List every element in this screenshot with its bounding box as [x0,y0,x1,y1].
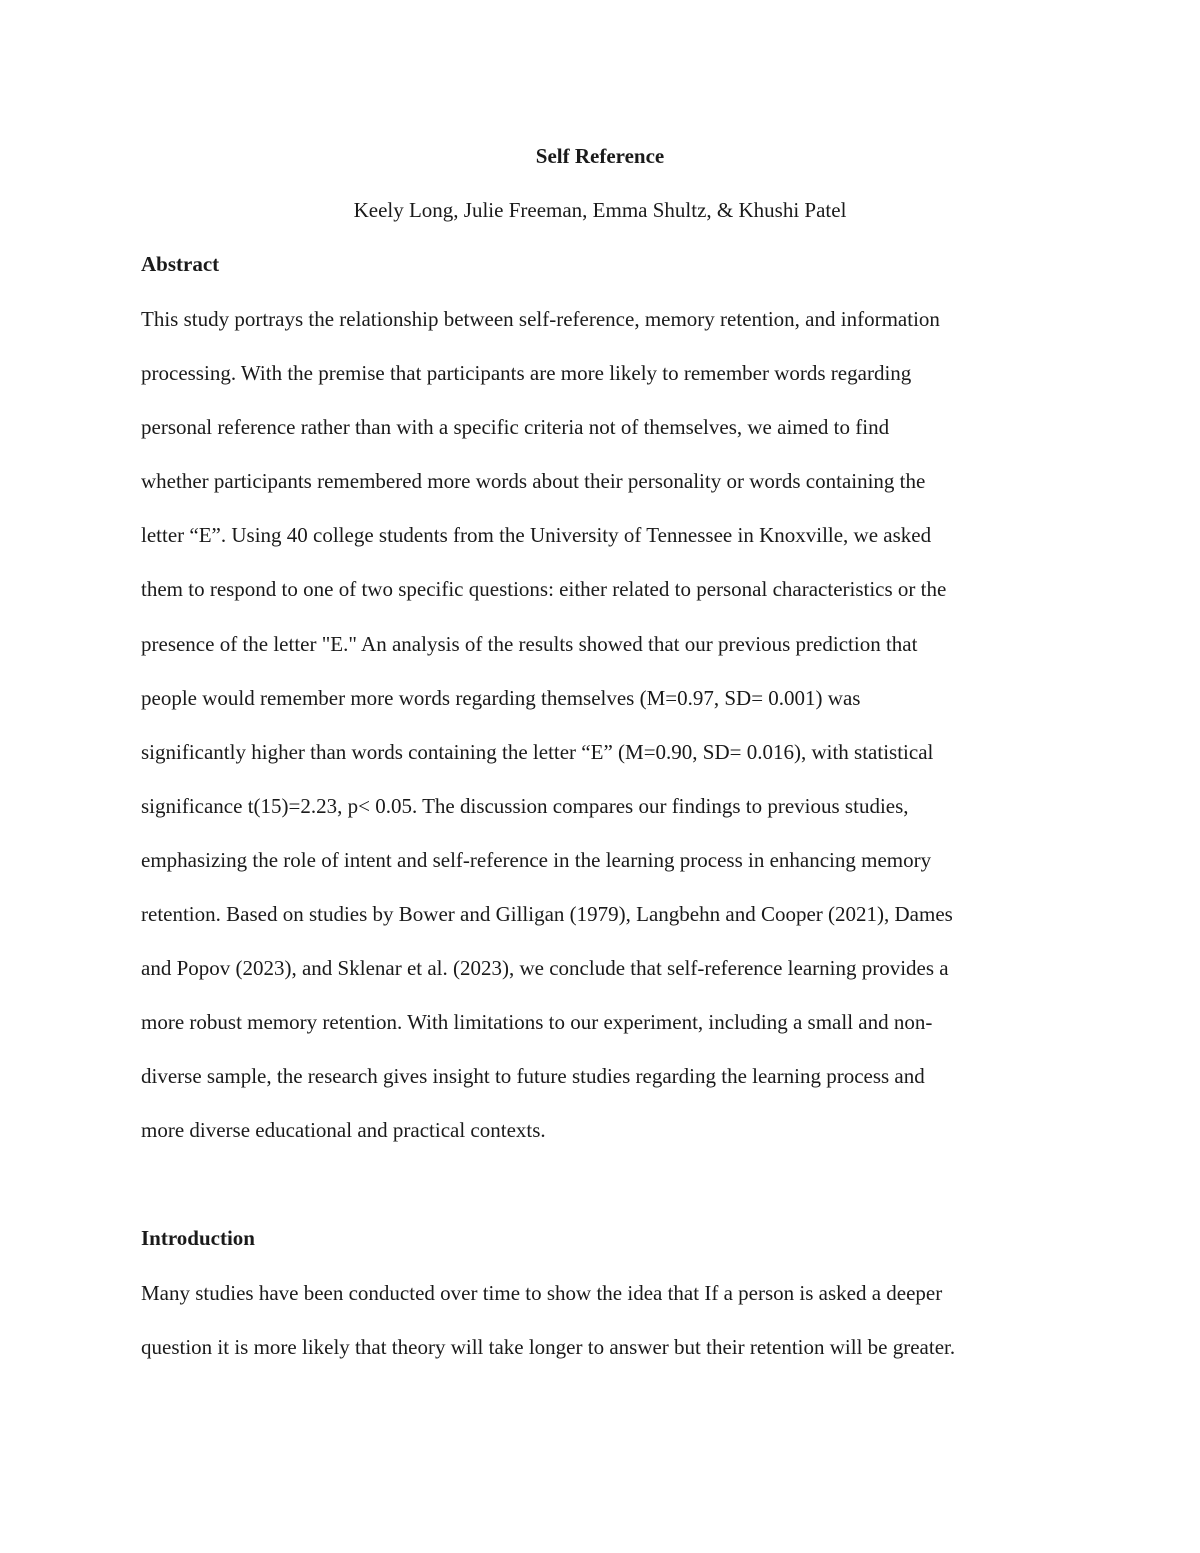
abstract-line: whether participants remembered more words about their personality or words containing the [141,469,926,494]
abstract-line: personal reference rather than with a specific criteria not of themselves, we aimed to find [141,415,890,440]
abstract-line: significantly higher than words containing the letter “E” (M=0.90, SD= 0.016), with statistical [141,739,934,764]
introduction-line: question it is more likely that theory will take longer to answer but their retention will be greater. [141,1335,956,1360]
author-list: Keely Long, Julie Freeman, Emma Shultz, & Khushi Patel [353,198,847,222]
abstract-line: letter “E”. Using 40 college students from the University of Tennessee in Knoxville, we asked [141,523,932,548]
abstract-line: processing. With the premise that participants are more likely to remember words regarding [141,361,912,386]
abstract-line: diverse sample, the research gives insight to future studies regarding the learning process and [141,1064,925,1089]
introduction-body [141,1279,1071,1387]
abstract-line: emphasizing the role of intent and self-reference in the learning process in enhancing memory [141,847,932,872]
abstract-line: This study portrays the relationship between self-reference, memory retention, and information [141,307,940,331]
abstract-line: retention. Based on studies by Bower and Gilligan (1979), Langbehn and Cooper (2021), Dames [141,902,953,927]
abstract-body [141,305,1071,1171]
introduction-heading: Introduction [141,1226,255,1250]
abstract-line: presence of the letter "E." An analysis of the results showed that our previous prediction that [141,631,918,656]
abstract-line: people would remember more words regarding themselves (M=0.97, SD= 0.001) was [141,685,861,710]
abstract-line: and Popov (2023), and Sklenar et al. (2023), we conclude that self-reference learning provides a [141,956,949,981]
paper-title: Self Reference [535,144,665,168]
abstract-line: them to respond to one of two specific questions: either related to personal characteristics or the [141,577,947,602]
abstract-line: more robust memory retention. With limitations to our experiment, including a small and non- [141,1010,933,1035]
abstract-heading: Abstract [141,252,220,276]
abstract-line: significance t(15)=2.23, p< 0.05. The discussion compares our findings to previous studies, [141,793,909,818]
introduction-line: Many studies have been conducted over time to show the idea that If a person is asked a deeper [141,1281,943,1305]
abstract-line: more diverse educational and practical contexts. [141,1118,546,1143]
